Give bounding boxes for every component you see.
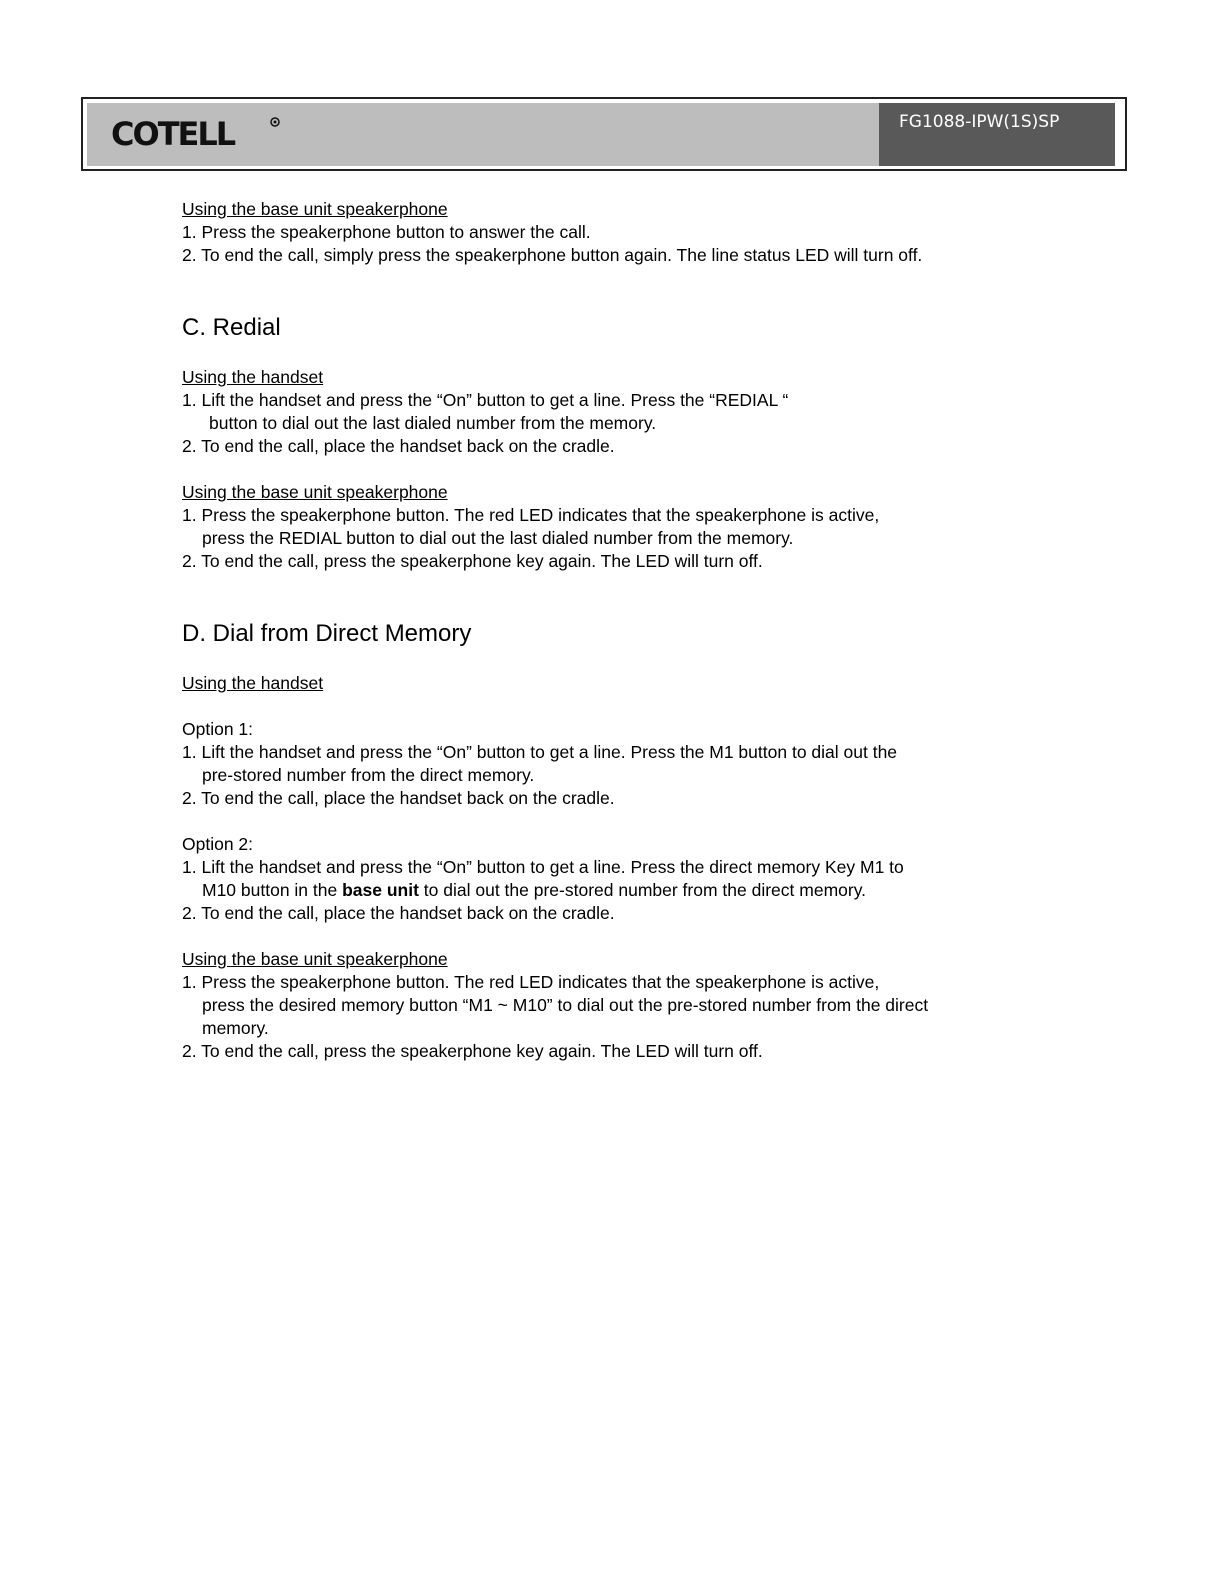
step-text-part: to dial out the pre-stored number from the direct memory. (418, 880, 867, 900)
section-heading-direct-memory: D. Dial from Direct Memory (182, 620, 472, 647)
step-text: 2. To end the call, press the speakerphone key again. The LED will turn off. (182, 1041, 763, 1061)
cotell-logo (111, 115, 281, 151)
step-text: 1. Lift the handset and press the “On” button to get a line. Press the “REDIAL “ (182, 390, 789, 410)
step-text: 1. Lift the handset and press the “On” button to get a line. Press the direct memory Key M1 to (182, 857, 904, 877)
option-title: Option 2: (182, 834, 254, 854)
step-text: memory. (202, 1018, 269, 1038)
step-text: 1. Press the speakerphone button to answer the call. (182, 222, 591, 242)
subheading-speakerphone: Using the base unit speakerphone (182, 482, 448, 502)
step-text: 1. Press the speakerphone button. The red LED indicates that the speakerphone is active, (182, 505, 880, 525)
step-text: 2. To end the call, place the handset back on the cradle. (182, 903, 615, 923)
step-text-part: M10 button in the (202, 880, 343, 900)
section-heading-redial: C. Redial (182, 314, 281, 341)
header-band (87, 103, 1115, 166)
step-text: 2. To end the call, place the handset back on the cradle. (182, 436, 615, 456)
step-text: pre-stored number from the direct memory. (202, 765, 535, 785)
step-text: 1. Press the speakerphone button. The red LED indicates that the speakerphone is active, (182, 972, 880, 992)
step-text: 1. Lift the handset and press the “On” button to get a line. Press the M1 button to dial out the (182, 742, 898, 762)
document-body (182, 198, 1062, 1063)
step-text: 2. To end the call, press the speakerphone key again. The LED will turn off. (182, 551, 763, 571)
subheading-speakerphone: Using the base unit speakerphone (182, 199, 448, 219)
subheading-handset: Using the handset (182, 367, 324, 387)
emphasis-base-unit: base unit (342, 880, 419, 900)
subheading-speakerphone: Using the base unit speakerphone (182, 949, 448, 969)
page-header (81, 97, 1127, 171)
step-text: 2. To end the call, place the handset back on the cradle. (182, 788, 615, 808)
step-text: button to dial out the last dialed number from the memory. (209, 413, 657, 433)
step-text: 2. To end the call, simply press the speakerphone button again. The line status LED will turn off. (182, 245, 923, 265)
step-text: press the desired memory button “M1 ~ M10” to dial out the pre-stored number from the direct (202, 995, 929, 1015)
model-number: FG1088-IPW(1S)SP (879, 103, 1115, 166)
svg-text:COTELL: COTELL (111, 115, 235, 151)
step-text (182, 879, 1062, 902)
option-title: Option 1: (182, 719, 254, 739)
step-text: press the REDIAL button to dial out the last dialed number from the memory. (202, 528, 794, 548)
subheading-handset: Using the handset (182, 673, 324, 693)
